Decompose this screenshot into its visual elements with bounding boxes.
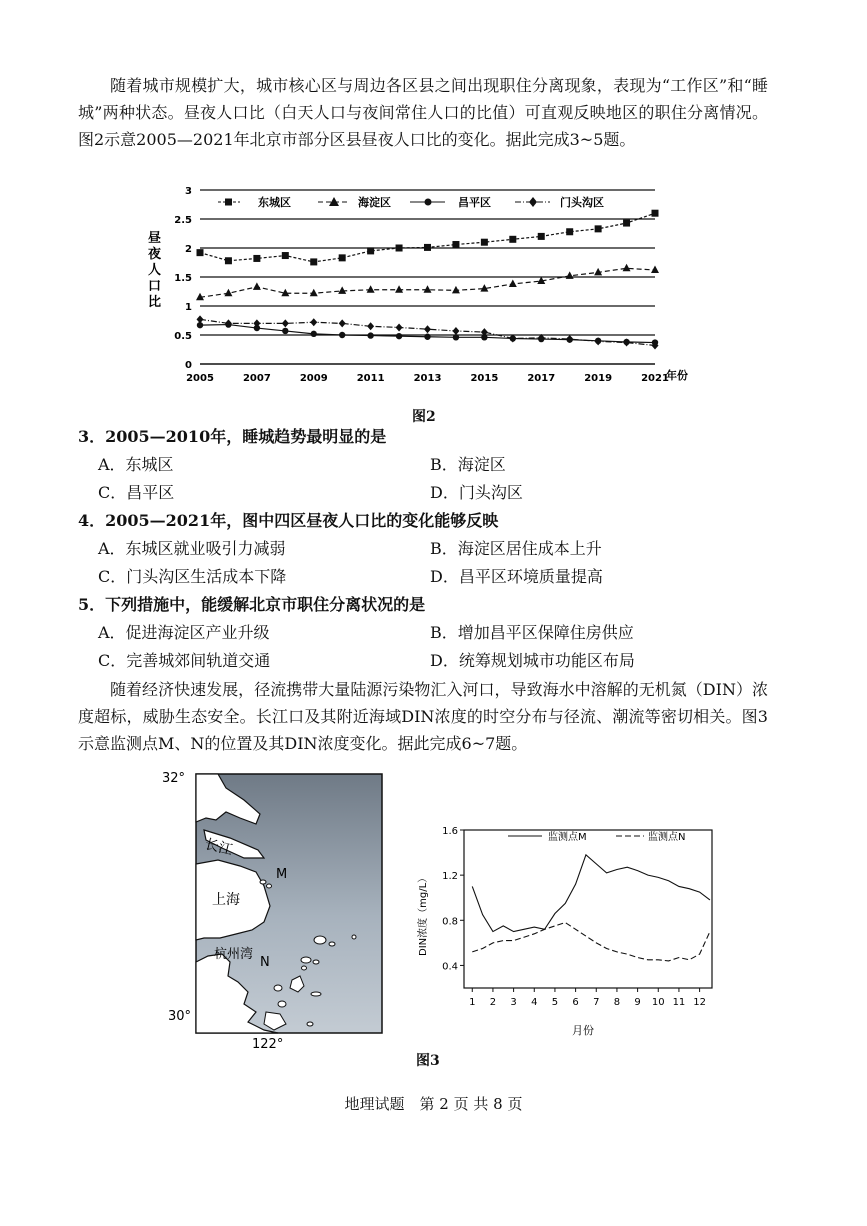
data-point-东城区 (396, 245, 403, 252)
monitor-point-n: N (260, 955, 270, 970)
x-tick-label: 2019 (584, 373, 613, 384)
page-footer: 地理试题 第 2 页 共 8 页 (344, 1095, 523, 1113)
x-tick-label: 5 (551, 997, 559, 1008)
data-point-东城区 (566, 228, 573, 235)
legend-point-n: 监测点N (648, 832, 686, 843)
svg-text:昼: 昼 (148, 231, 162, 246)
y-axis-label: DIN浓度（mg/L） (418, 872, 429, 956)
x-tick-label: 2017 (527, 373, 556, 384)
data-point-海淀区 (253, 282, 261, 290)
figure-3-din-chart (408, 820, 718, 1040)
svg-text:人: 人 (148, 263, 162, 278)
data-point-东城区 (452, 241, 459, 248)
data-point-门头沟区 (509, 334, 516, 342)
data-point-门头沟区 (339, 319, 346, 327)
x-tick-label: 2 (489, 997, 497, 1008)
data-point-门头沟区 (452, 327, 459, 335)
data-point-东城区 (197, 249, 204, 256)
x-tick-label: 2005 (186, 373, 214, 384)
question-4-option-b: B．海淀区居住成本上升 (430, 539, 602, 558)
x-tick-label: 11 (672, 997, 686, 1008)
x-tick-label: 2007 (242, 373, 271, 384)
x-tick-label: 1 (469, 997, 476, 1008)
data-point-门头沟区 (396, 323, 403, 331)
data-point-海淀区 (651, 266, 659, 274)
data-point-东城区 (538, 233, 545, 240)
data-point-海淀区 (395, 285, 403, 293)
data-point-昌平区 (311, 331, 317, 337)
y-tick-label: 0 (185, 360, 192, 371)
y-tick-label: 1.5 (174, 273, 192, 284)
figure-3-map (160, 768, 390, 1050)
x-tick-label: 3 (510, 997, 517, 1008)
question-4-option-a: A．东城区就业吸引力减弱 (98, 539, 286, 558)
plot-frame (464, 830, 712, 988)
data-point-东城区 (481, 239, 488, 246)
chart-legend (508, 830, 685, 843)
question-4-option-c: C．门头沟区生活成本下降 (98, 567, 287, 586)
latitude-32-label: 32° (162, 771, 186, 786)
x-tick-label: 9 (634, 997, 641, 1008)
y-tick-label: 1.2 (442, 871, 458, 883)
data-point-门头沟区 (566, 335, 573, 343)
data-point-海淀区 (367, 285, 375, 293)
legend-point-m: 监测点M (548, 832, 587, 843)
x-tick-label: 7 (593, 997, 600, 1008)
x-tick-label: 2009 (299, 373, 328, 384)
legend-square-marker (225, 199, 232, 206)
y-tick-label: 0.4 (442, 961, 458, 973)
series-line-监测点M (472, 855, 710, 932)
data-point-海淀区 (424, 285, 432, 293)
data-point-海淀区 (509, 279, 517, 287)
data-point-海淀区 (338, 286, 346, 294)
hangzhou-bay-label: 杭州湾 (214, 947, 254, 962)
data-point-昌平区 (396, 333, 402, 339)
x-axis-label: 年份 (666, 369, 688, 382)
x-tick-label: 2021 (641, 373, 669, 384)
longitude-122-label: 122° (252, 1037, 284, 1050)
data-point-门头沟区 (282, 319, 289, 327)
latitude-30-label: 30° (168, 1009, 192, 1024)
figure-2-line-chart (140, 180, 700, 385)
question-5-stem: 5．下列措施中，能缓解北京市职住分离状况的是 (78, 595, 426, 614)
data-point-东城区 (225, 257, 232, 264)
question-3-option-b: B．海淀区 (430, 455, 506, 474)
x-tick-label: 2015 (470, 373, 499, 384)
x-tick-label: 2011 (356, 373, 385, 384)
legend-haidian: 海淀区 (358, 196, 391, 209)
data-point-东城区 (367, 247, 374, 254)
x-axis-label: 月份 (572, 1024, 594, 1037)
legend-diamond-marker (529, 197, 537, 207)
data-point-东城区 (310, 258, 317, 265)
data-point-昌平区 (339, 332, 345, 338)
y-tick-label: 2 (185, 244, 192, 255)
y-tick-label: 0.8 (442, 916, 458, 928)
data-point-门头沟区 (367, 322, 374, 330)
series-line-东城区 (200, 213, 655, 262)
data-point-海淀区 (566, 271, 574, 279)
data-point-昌平区 (453, 334, 459, 340)
monitor-point-m: M (276, 867, 288, 882)
question-3-stem: 3．2005—2010年，睡城趋势最明显的是 (78, 427, 387, 446)
figure-3-caption: 图3 (416, 1053, 440, 1069)
data-point-东城区 (282, 252, 289, 259)
question-4-option-d: D．昌平区环境质量提高 (430, 567, 603, 586)
intro-paragraph-1: 随着城市规模扩大，城市核心区与周边各区县之间出现职住分离现象，表现为“工作区”和“睡城”两种状态。昼夜人口比（白天人口与夜间常住人口的比值）可直观反映地区的职住分离情况。图2示意2005—2021年北京市部分区县昼夜人口比的变化。据此完成3~5题。 (78, 76, 768, 149)
data-point-东城区 (339, 254, 346, 261)
data-point-门头沟区 (310, 318, 317, 326)
y-tick-label: 3 (185, 186, 192, 197)
x-tick-label: 10 (651, 997, 665, 1008)
question-4-stem: 4．2005—2021年，图中四区昼夜人口比的变化能够反映 (78, 511, 499, 530)
y-tick-label: 0.5 (174, 331, 192, 342)
question-5-option-b: B．增加昌平区保障住房供应 (430, 623, 634, 642)
data-point-门头沟区 (595, 337, 602, 345)
shanghai-label: 上海 (212, 892, 240, 908)
data-point-东城区 (652, 210, 659, 217)
data-point-东城区 (509, 236, 516, 243)
data-point-门头沟区 (623, 339, 630, 347)
legend-mentougou: 门头沟区 (560, 196, 604, 209)
question-5-option-c: C．完善城郊间轨道交通 (98, 651, 271, 670)
data-point-昌平区 (282, 328, 288, 334)
legend-circle-marker (425, 199, 432, 206)
legend-dongcheng: 东城区 (258, 196, 291, 209)
y-tick-label: 2.5 (174, 215, 192, 226)
data-point-东城区 (595, 225, 602, 232)
data-point-海淀区 (224, 289, 232, 297)
x-tick-label: 8 (613, 997, 621, 1008)
y-tick-label: 1.6 (442, 826, 458, 837)
series-line-海淀区 (200, 268, 655, 297)
data-point-昌平区 (367, 332, 373, 338)
svg-text:比: 比 (148, 295, 162, 310)
data-point-东城区 (424, 244, 431, 251)
x-tick-label: 12 (693, 997, 706, 1008)
y-tick-label: 1 (185, 302, 192, 313)
y-axis-label (148, 231, 162, 310)
question-5-option-d: D．统筹规划城市功能区布局 (430, 651, 635, 670)
data-point-昌平区 (424, 334, 430, 340)
data-point-海淀区 (623, 264, 631, 272)
data-point-门头沟区 (424, 325, 431, 333)
data-point-东城区 (253, 255, 260, 262)
question-3-option-d: D．门头沟区 (430, 483, 523, 502)
svg-text:夜: 夜 (148, 247, 162, 262)
intro-paragraph-2: 随着经济快速发展，径流携带大量陆源污染物汇入河口，导致海水中溶解的无机氮（DIN）浓度超标，威胁生态安全。长江口及其附近海域DIN浓度的时空分布与径流、潮流等密切相关。图3示意监测点M、N的位置及其DIN浓度变化。据此完成6~7题。 (78, 680, 768, 753)
x-tick-label: 4 (531, 997, 538, 1008)
yangtze-river-label: 长江 (203, 836, 235, 859)
chart-legend (218, 195, 604, 209)
question-3-option-a: A．东城区 (98, 455, 174, 474)
figure-2-caption: 图2 (412, 409, 436, 425)
data-point-海淀区 (310, 289, 318, 297)
question-5-option-a: A．促进海淀区产业升级 (98, 623, 270, 642)
question-3-option-c: C．昌平区 (98, 483, 175, 502)
data-point-东城区 (623, 220, 630, 227)
legend-changping: 昌平区 (458, 196, 491, 209)
x-tick-label: 6 (572, 997, 579, 1008)
data-point-门头沟区 (197, 315, 204, 323)
x-tick-label: 2013 (413, 373, 442, 384)
svg-text:口: 口 (148, 279, 162, 294)
